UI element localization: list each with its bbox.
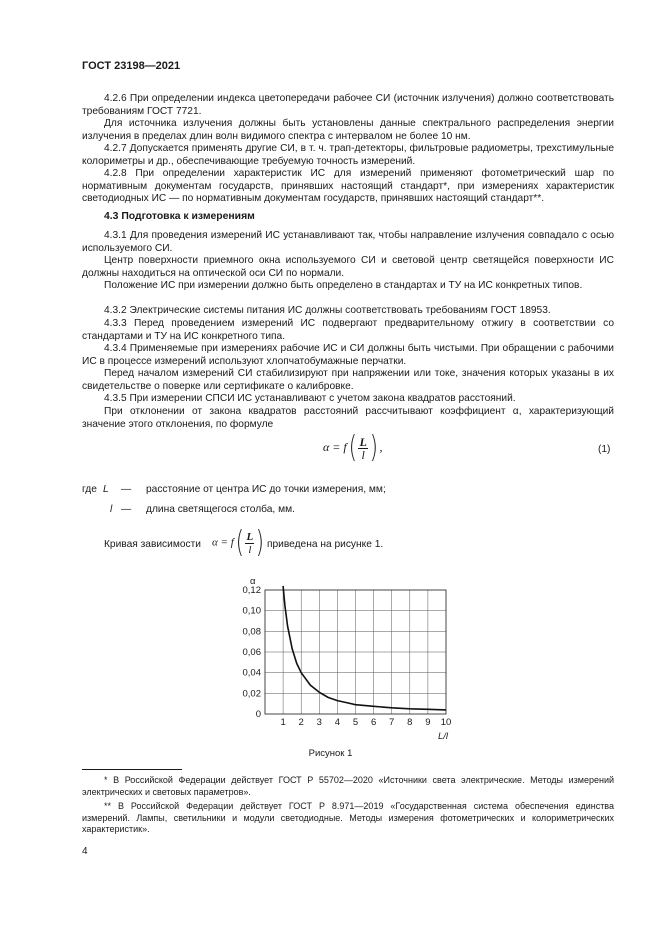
paragraph-4-3-3: 4.3.3 Перед проведением измерений ИС подвергают предварительному отжигу в соответствии со стандартами и ТУ на ИС конкретного типа.: [82, 318, 614, 342]
document-header: ГОСТ 23198—2021: [82, 60, 181, 72]
paragraph-4-3-1: 4.3.1 Для проведения измерений ИС устанавливают так, чтобы направление излучения совпадало с осью используемого СИ.: [82, 230, 614, 254]
formula-numerator: L: [359, 434, 367, 449]
page-number: 4: [82, 846, 88, 857]
x-tick-label: 6: [370, 717, 377, 728]
y-tick-label: 0,06: [242, 647, 261, 658]
inline-formula-lhs: α = f: [212, 536, 234, 549]
footnote-rule: [82, 769, 182, 770]
section-title: 4.3 Подготовка к измерениям: [104, 211, 255, 222]
y-tick-label: 0,02: [242, 688, 261, 700]
x-tick-label: 7: [389, 717, 395, 728]
figure-1-chart: [220, 572, 465, 742]
paragraph-center: Центр поверхности приемного окна используемого СИ и световой центр светящейся поверхности ИС должны находиться на оптической оси СИ по нормали.: [82, 255, 614, 279]
chart-curve: [283, 586, 446, 710]
paragraph-stabilize: Перед началом измерений СИ стабилизируют при напряжении или токе, значения которых указаны в их свидетельстве о поверке или сертификате о калибровке.: [82, 368, 614, 392]
inline-formula-denominator: l: [248, 543, 252, 556]
where-dash-L: —: [121, 484, 132, 495]
y-tick-label: 0: [255, 709, 261, 720]
where-symbol-L: L: [103, 484, 109, 495]
inline-formula: α = f( $\frac{L}{l}$ ): [212, 525, 265, 560]
paragraph-spectral: Для источника излучения должны быть установлены данные спектрального распределения энергии излучения в пределах длин волн видимого спектра с интервалом не более 10 нм.: [82, 118, 614, 142]
where-text-L: расстояние от центра ИС до точки измерения, мм;: [146, 484, 386, 495]
paragraph-4-3-2: 4.3.2 Электрические системы питания ИС должны соответствовать требованиям ГОСТ 18953.: [104, 305, 551, 316]
y-tick-label: 0,08: [242, 626, 261, 638]
paragraph-position: Положение ИС при измерении должно быть определено в стандартах и ТУ на ИС конкретных типов.: [104, 280, 583, 291]
y-tick-label: 0,12: [242, 585, 261, 596]
paragraph-4-3-4: 4.3.4 Применяемые при измерениях рабочие ИС и СИ должны быть чистыми. При обращении с рабочими ИС в процессе измерений используют хлопчатобумажные перчатки.: [82, 343, 614, 367]
chart-xlabel: L/l: [438, 731, 449, 742]
inline-formula-fraction: [245, 531, 254, 556]
figure-caption: Рисунок 1: [308, 748, 353, 759]
x-tick-label: 3: [316, 717, 322, 728]
x-tick-label: 8: [407, 717, 413, 728]
chart-ylabel: α: [250, 576, 256, 587]
x-tick-label: 5: [352, 717, 359, 728]
curve-sentence-before: Кривая зависимости: [104, 539, 201, 550]
formula-fraction: [358, 436, 367, 461]
y-tick-label: 0,10: [242, 605, 261, 617]
formula-number: (1): [598, 444, 611, 455]
paragraph-4-2-8: 4.2.8 При определении характеристик ИС для измерений применяют фотометрический шар по нормативным документам государств, принявших настоящий стандарт*, при измерениях характеристик светодиодных ИС — по нормативным документам государств, принявших настоящий стандарт**.: [82, 168, 614, 205]
chart-grid: [265, 590, 446, 714]
data-curve: [283, 586, 446, 710]
y-tick-label: 0,04: [242, 667, 261, 679]
formula-1: α = f( $\frac{L}{l}$ ) ,: [323, 430, 383, 465]
formula-lhs: α = f: [323, 439, 347, 454]
formula-trail: ,: [379, 439, 383, 454]
paragraph-deviation: При отклонении от закона квадратов расстояний рассчитывают коэффициент α, характеризующий значение этого отклонения, по формуле: [82, 406, 614, 430]
footnote-1: * В Российской Федерации действует ГОСТ Р 55702—2020 «Источники света электрические. Методы измерений электрических и световых параметров».: [82, 775, 614, 797]
where-dash-l: —: [121, 504, 132, 515]
x-tick-label: 1: [280, 717, 286, 728]
x-tick-label: 4: [334, 717, 341, 728]
paragraph-4-2-6: 4.2.6 При определении индекса цветопередачи рабочее СИ (источник излучения) должно соответствовать требованиям ГОСТ 7721.: [82, 93, 614, 117]
curve-sentence-after: приведена на рисунке 1.: [267, 539, 384, 550]
footnote-2: ** В Российской Федерации действует ГОСТ Р 8.971—2019 «Государственная система обеспечения единства измерений. Лампы, светильники и модули светодиодные. Методы измерения фотометрических и колориметрических характеристик».: [82, 801, 614, 834]
where-text-l: длина светящегося столба, мм.: [146, 504, 295, 515]
formula-denominator: l: [361, 447, 365, 462]
where-prefix: где: [82, 484, 97, 495]
x-tick-label: 9: [425, 717, 431, 728]
paragraph-4-3-5: 4.3.5 При измерении СПСИ ИС устанавливают с учетом закона квадратов расстояний.: [104, 393, 516, 404]
x-tick-label: 2: [298, 717, 304, 728]
inline-formula-numerator: L: [246, 530, 254, 543]
paragraph-4-2-7: 4.2.7 Допускается применять другие СИ, в т. ч. трап-детекторы, фильтровые радиометры, трехстимульные колориметры и др., обеспечивающие требуемую точность измерений.: [82, 143, 614, 167]
chart-ticks: [243, 585, 452, 728]
x-tick-label: 10: [440, 717, 452, 728]
where-symbol-l: l: [110, 504, 113, 515]
